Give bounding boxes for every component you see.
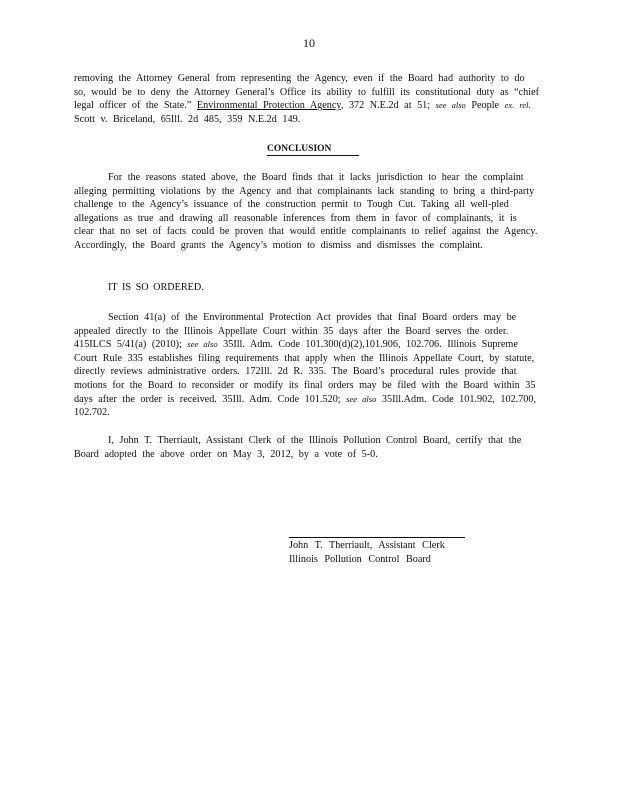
conclusion-heading: CONCLUSION [267,143,359,156]
signal-ex-rel: ex. rel. [504,100,531,111]
paragraph-attorney-general [74,72,540,126]
case-citation: Environmental Protection Agency [196,100,341,112]
citation-text: , 372 N.E.2d at 51; [340,100,431,112]
signal-see-also: see also [435,100,466,111]
paragraph-appeal-rights [74,311,540,420]
paragraph-text: Section 41(a) of the Environmental Protection Act provides that final Board orders may be appealed directly to the Illinois Appellate Court within 35 days after the Board serves the order. 415ILCS 5/41(a) (2010); [74,312,517,351]
paragraph-text: 35Ill. Adm. Code 101.300(d)(2),101.906, 102.706. Illinois Supreme Court Rule 335 establishes filing requirements that apply when the Illinois Appellate Court, by statute, directly reviews administrative orders. 172Ill. 2d R. 335. The Board’s procedural rules provide that motions for the Board to reconsider or modify its final orders may be filed with the Board within 35 days after the order is received. 35Ill. Adm. Code 101.520; [74,339,536,405]
citation-text: People [471,100,500,112]
paragraph-certification: I, John T. Therriault, Assistant Clerk of the Illinois Pollution Control Board, certify that the Board adopted the above order on May 3, 2012, by a vote of 5-0. [74,435,522,460]
signature-line [289,537,465,538]
paragraph-conclusion: For the reasons stated above, the Board finds that it lacks jurisdiction to hear the complaint alleging permitting violations by the Agency and that complainants lack standing to bring a third-party challenge to the Agency’s issuance of the construction permit to Tough Cut. Taking all well-pled allegations as true and drawing all reasonable inferences from them in favor of complainants, it is clear that no set of facts could be proven that would entitle complainants to relief against the Agency. Accordingly, the Board grants the Agency’s motion to dismiss and dismisses the complaint. [74,172,538,251]
signature-block [289,539,445,566]
page-number: 10 [303,36,315,50]
citation-text: Scott v. Briceland, 65Ill. 2d 485, 359 N.E.2d 149. [74,113,301,125]
signer-name: John T. Therriault, Assistant Clerk [289,540,445,551]
ordered-statement: IT IS SO ORDERED. [108,282,204,293]
paragraph-text: 35Ill.Adm. Code 101.902, 102.700, 102.702. [74,393,537,419]
signal-see-also: see also [346,393,377,404]
signal-see-also: see also [187,339,218,350]
signer-organization: Illinois Pollution Control Board [289,553,431,565]
paragraph-text: removing the Attorney General from representing the Agency, even if the Board had authority to do so, would be to deny the Attorney General’s Office its ability to fulfill its constitutional duty as “chief legal officer of the State.” [74,73,540,112]
